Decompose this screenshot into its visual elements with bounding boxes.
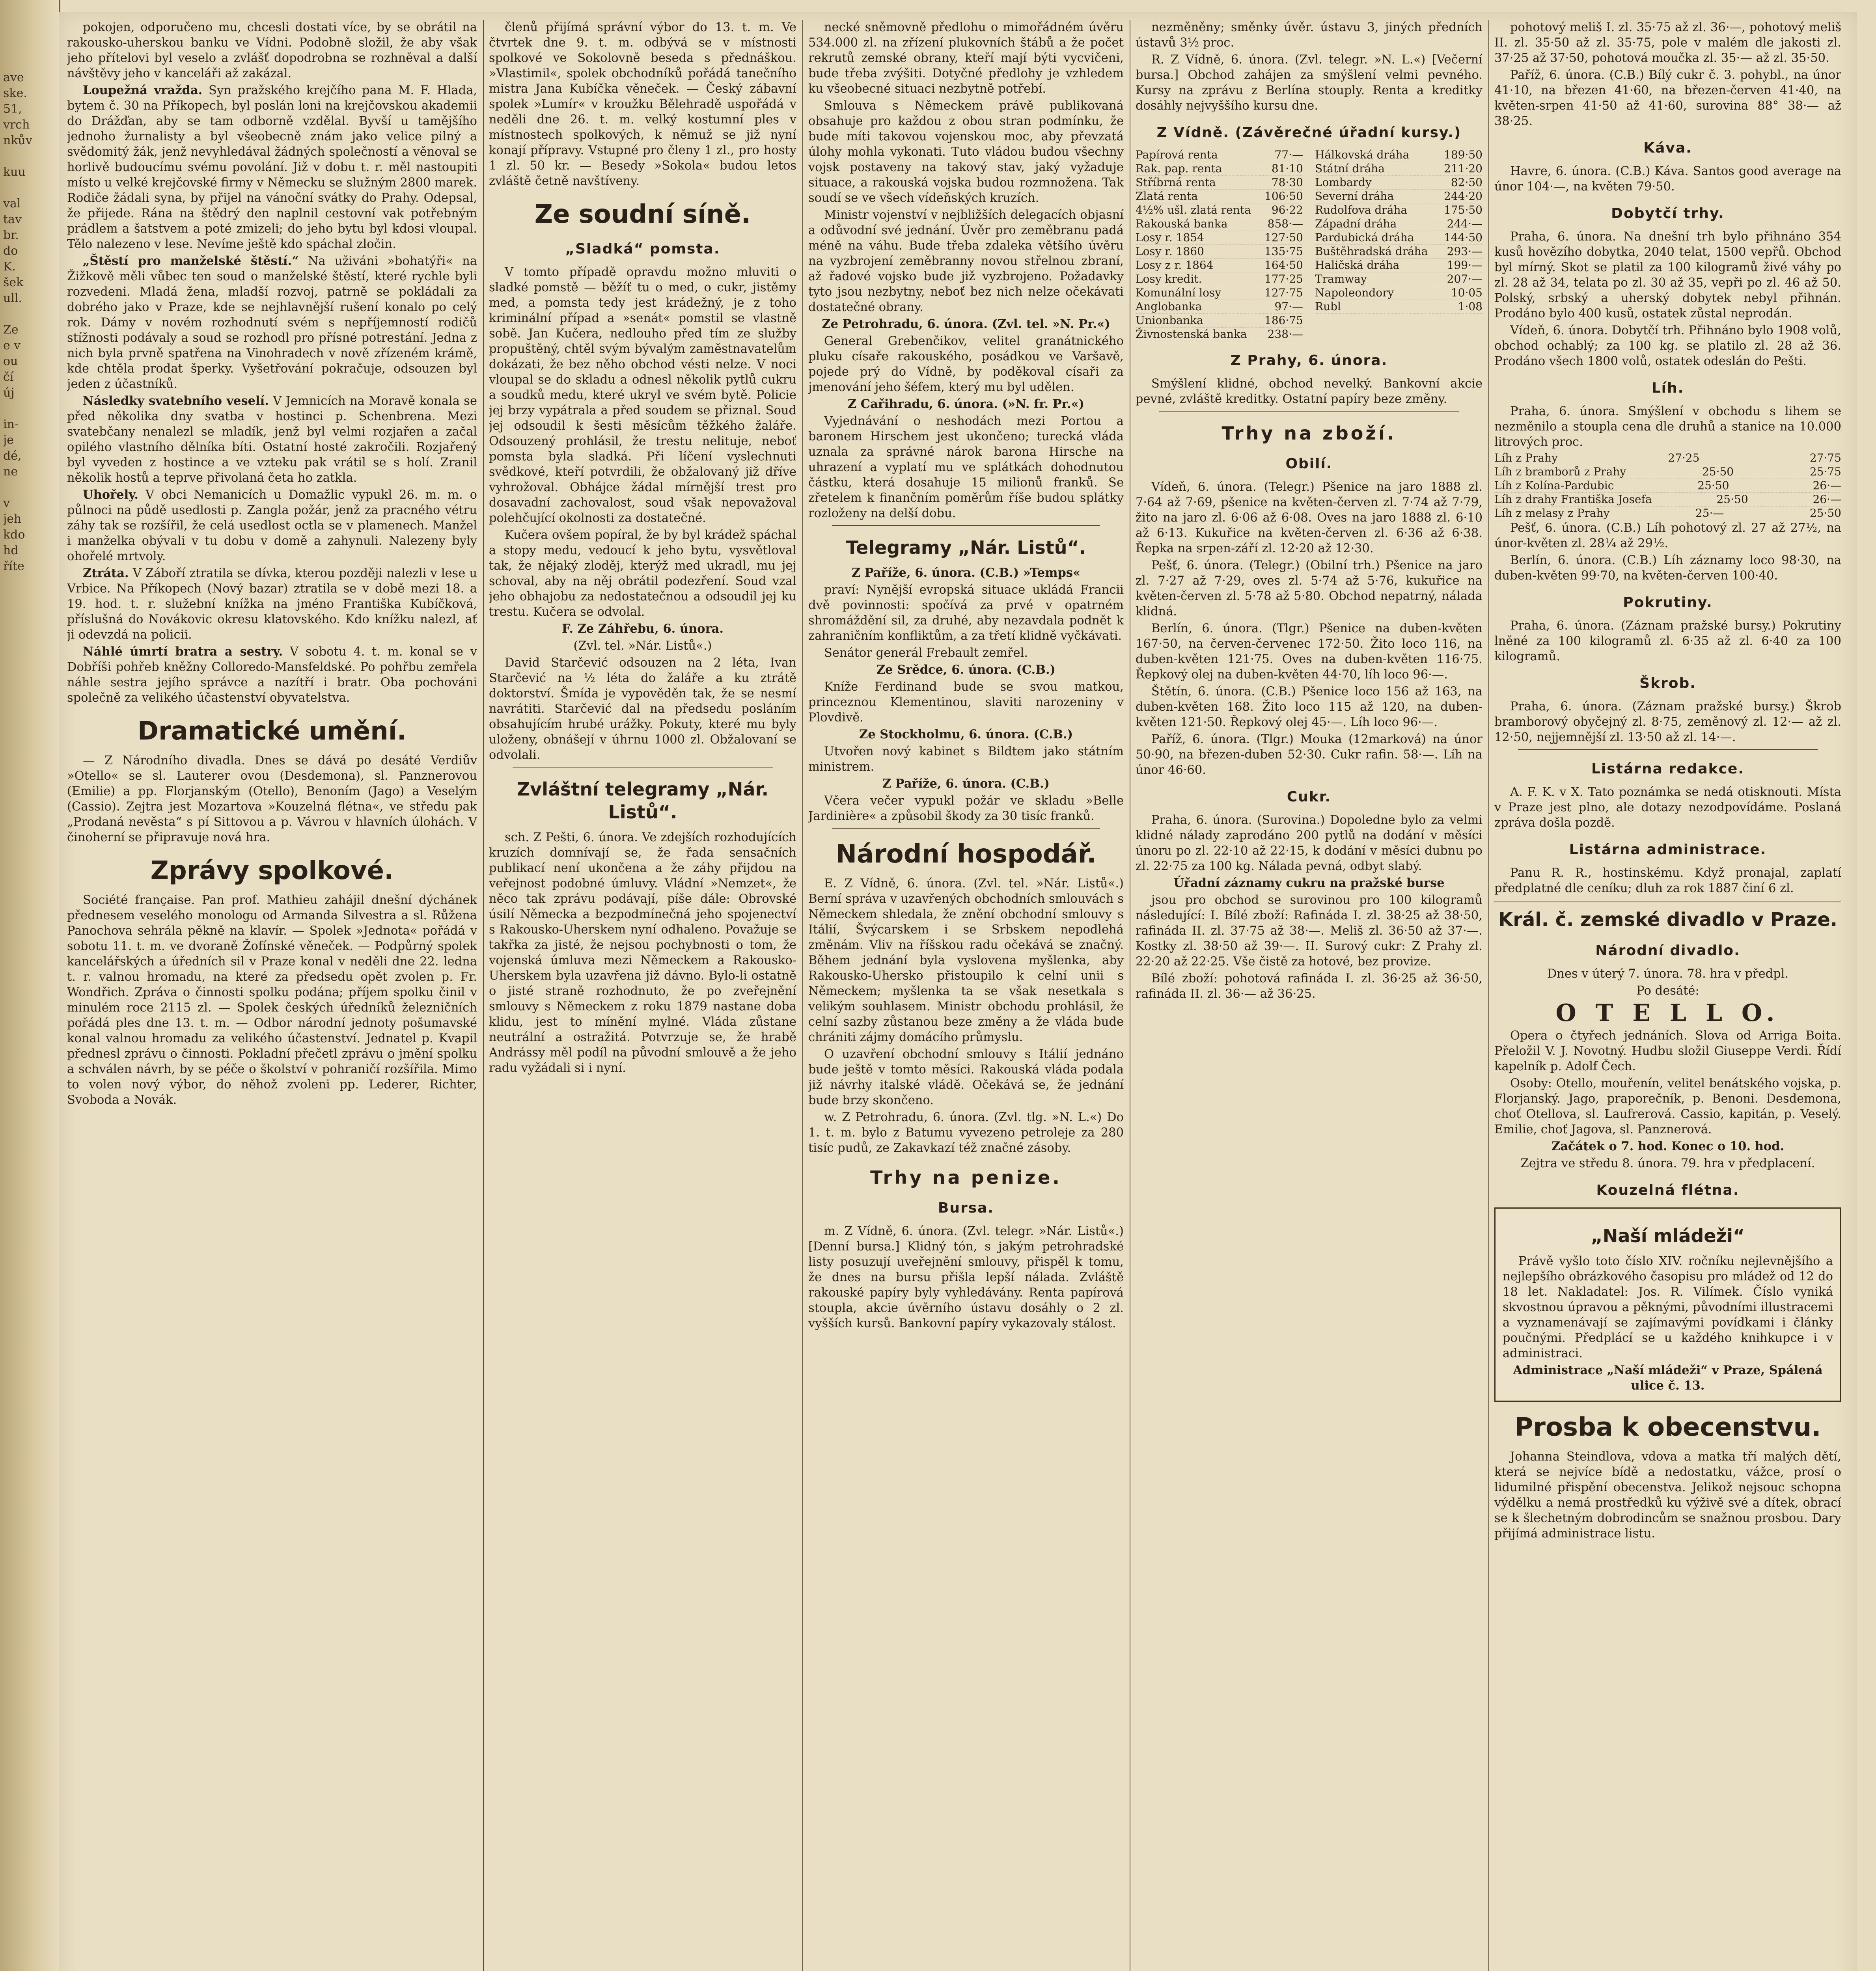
table-cell: 189·50 (1444, 148, 1483, 161)
exchange-table (1136, 148, 1483, 341)
dateline: Z Cařihradu, 6. února. (»N. fr. Pr.«) (847, 397, 1085, 411)
table-cell: 97·— (1274, 300, 1303, 313)
binding-fragment: Ze (3, 323, 19, 337)
table-cell: 25·50 (1809, 507, 1841, 520)
table-row (1136, 328, 1303, 341)
dateline-source: (Zvl. tel. »Nár. Listů«.) (573, 639, 712, 653)
table-row (1494, 465, 1841, 479)
theater-heading: Král. č. zemské divadlo v Praze. (1498, 909, 1837, 931)
table-row (1136, 162, 1303, 176)
table-cell: 186·75 (1264, 314, 1303, 327)
table-row (1315, 176, 1483, 190)
article-heading: Náhlé úmrtí bratra a sestry. (83, 645, 283, 659)
binding-edge (0, 0, 60, 1971)
article-text: — Z Národního divadla. Dnes se dává po desáté Verdiův »Otello« se sl. Lauterer ovou (Desdemona), sl. Panznerovou (Emilie) a pp. Florjanským (Otello), Benoním (Jago) a Veselým (Cassio). Zejtra jest Mozartova »Kouzelná flétna«, ve středu pak „Prodaná nevěsta“ s pí Sittovou a p. Vávrou v hlavních úlohách. V činoherní se připravuje nová hra. (67, 754, 477, 844)
table-row (1136, 314, 1303, 328)
subheading: Škrob. (1639, 675, 1696, 691)
table-cell: 199·— (1447, 259, 1483, 272)
dateline: Ze Stockholmu, 6. února. (C.B.) (859, 727, 1073, 741)
article-text: Vídeň, 6. února. (Telegr.) Pšenice na jaro 1888 zl. 7·64 až 7·69, pšenice na květen-červen zl. 7·74 až 7·79, žito na jaro zl. 6·06 až 6·08. Oves na jaro 1888 zl. 6·10 až 6·13. Kukuřice na květen-červen zl. 6·36 až 6·38. Řepka na srpen-září zl. 12·20 až 12·30. (1136, 480, 1483, 555)
article-text: sch. Z Pešti, 6. února. Ve zdejších rozhodujících kruzích domnívají se, že řada sensačních publikací není ukončena a že záhy přijdou na veřejnost podobné úmluvy. Vládní »Nemzet«, že něco tak zprávu podávají, píše dále: Obrovské úsilí Německa a bezpodmínečná jeho spojenectví s Rakousko-Uherskem nyní odhaleno. Považuje se takřka za jisté, že nejsou pochybnosti o tom, že vojenská úmluva mezi Německem a Rakousko-Uherskem byla uzavřena již dávno. Bylo-li ostatně o jisté straně rozhodnuto, že po zveřejnění smlouvy s Německem z roku 1879 nastane doba klidu, jest to mínění mylné. Vláda zůstane neutrální a ostražitá. Potvrzuje se, že hrabě Andrássy měl podíl na původní smlouvě a že jeho radu vyžádali si i nyní. (489, 831, 796, 1075)
table-cell: 238·— (1267, 328, 1303, 341)
table-cell: Státní dráha (1315, 162, 1385, 175)
binding-fragment: br. (3, 229, 19, 242)
binding-fragment: val (3, 197, 21, 211)
table-cell: Losy z r. 1864 (1136, 259, 1214, 272)
next-opera-title: Kouzelná flétna. (1596, 1182, 1740, 1198)
subheading: Obilí. (1285, 456, 1333, 472)
section-heading-economy: Národní hospodář. (835, 840, 1097, 869)
table-cell: 26·— (1813, 493, 1841, 506)
table-cell: 207·— (1447, 272, 1483, 285)
article-heading: Následky svatebního veselí. (83, 394, 269, 408)
subheading: Bursa. (938, 1200, 994, 1216)
section-heading-appeal: Prosba k obecenstvu. (1514, 1413, 1821, 1442)
article-text: V Záboří ztratila se dívka, kterou později nalezli v lese u Vrbice. Na Příkopech (Nový bazar) ztratila se v době mezi 18. a 19. hod. t. r. služební knížka na jméno Františka Kubíčková, příslušná do Novákovic okresu klatovského. Kdo knížku nalezl, ať ji odevzdá na policii. (67, 566, 477, 642)
table-cell: 25·50 (1716, 493, 1748, 506)
binding-fragment: tav (3, 213, 22, 226)
article-text: m. Z Vídně, 6. února. (Zvl. telegr. »Nár. Listů«.) [Denní bursa.] Klidný tón, s jakým petrohradské listy posuzují uveřejnění smlouvy, přispěl k tomu, že dnes na bursu přišla lepší nálada. Zvláště rakouské papíry byly vyhledávány. Renta papírová stoupla, akcie úvěrního ústavu dosáhly o 2 zl. vyšších kursů. Bankovní papíry vykazovaly stálost. (808, 1224, 1124, 1330)
article-text: V obci Nemanicích u Domažlic vypukl 26. m. m. o půlnoci na půdě usedlosti p. Zangla požár, jenž za pracného vétru záhy tak se rozšířil, že celá usedlost octla se v plamenech. Manžel i manželka obývali v tu dobu v domě a zahynuli. Nalezeny byly ohořelé mrtvoly. (67, 488, 477, 563)
table-cell: Lombardy (1315, 176, 1372, 189)
table-row (1136, 217, 1303, 231)
article-text: jsou pro obchod se surovinou pro 100 kilogramů následující: I. Bílé zboží: Rafináda I. zl. 38·25 až 38·50, rafináda II. zl. 37·75 až 38·—. Meliš zl. 36·50 až 37·—. Kostky zl. 38·50 až 39·—. II. Surový cukr: Z Prahy zl. 22·20 až 22·25. Vše čistě za hotové, bez provize. (1136, 893, 1483, 969)
table-cell: Líh z Kolína-Pardubic (1494, 479, 1614, 492)
binding-fragment: dé, (3, 449, 22, 463)
subheading: Z Prahy, 6. února. (1230, 352, 1388, 369)
table-row (1136, 286, 1303, 300)
table-cell: 27·75 (1809, 451, 1841, 464)
column-5 (1494, 20, 1841, 1971)
table-cell: Rudolfova dráha (1315, 203, 1408, 216)
article-text: Kníže Ferdinand bude se svou matkou, princeznou Klementinou, slaviti narozeniny v Plovdivě. (808, 680, 1124, 725)
table-row (1494, 479, 1841, 493)
binding-fragment: je (3, 434, 14, 447)
table-row (1315, 259, 1483, 272)
binding-fragment: nkův (3, 134, 32, 147)
binding-fragment: hd (3, 544, 19, 557)
article-text: Pešť, 6. února. (C.B.) Líh pohotový zl. 27 až 27½, na únor-květen zl. 28¼ až 29½. (1494, 521, 1841, 550)
column-rule (802, 20, 803, 1971)
binding-fragment: šek (3, 276, 24, 289)
table-row (1136, 259, 1303, 272)
table-cell: 78·30 (1271, 176, 1303, 189)
table-cell: Rak. pap. renta (1136, 162, 1222, 175)
table-cell: Pardubická dráha (1315, 231, 1414, 244)
table-cell: Buštěhradská dráha (1315, 245, 1428, 258)
article-heading: Loupežná vražda. (83, 83, 203, 97)
subheading: Líh. (1651, 380, 1684, 396)
table-cell: 77·— (1274, 148, 1303, 161)
binding-fragment: do (3, 244, 18, 258)
binding-fragment: ave (3, 71, 24, 84)
table-row (1315, 203, 1483, 217)
section-heading-goods: Trhy na zboží. (1221, 423, 1397, 444)
table-cell: Unionbanka (1136, 314, 1203, 327)
table-row (1315, 286, 1483, 300)
table-row (1494, 493, 1841, 507)
table-row (1315, 190, 1483, 203)
table-cell: Severní dráha (1315, 190, 1394, 203)
section-heading-money: Trhy na penize. (870, 1167, 1062, 1188)
opera-title: O T E L L O. (1555, 999, 1780, 1027)
article-text: David Starčević odsouzen na 2 léta, Ivan Starčević na ½ léta do žaláře a ku ztrátě doktorství. Šmída je vypověděn tak, že se nesmí navrátiti. Starčević dal na předsedu posláním obsahujícím hrubé urážky. Pokuty, které mu byly uloženy, obnášejí v úhrnu 1000 zl. Obžalovaní se odvolali. (489, 656, 796, 762)
table-cell: 25·75 (1809, 465, 1841, 478)
table-row (1494, 451, 1841, 465)
binding-fragment: in- (3, 418, 19, 431)
table-cell: 4½% ušl. zlatá renta (1136, 203, 1251, 216)
table-cell: Živnostenská banka (1136, 328, 1247, 341)
column-3 (808, 20, 1124, 1971)
spirit-price-table (1494, 451, 1841, 520)
table-cell: Losy r. 1860 (1136, 245, 1204, 258)
article-text: Senátor generál Frebault zemřel. (824, 646, 1028, 660)
binding-fragment: čí (3, 371, 14, 384)
table-cell: 293·— (1447, 245, 1483, 258)
article-text: Paříž, 6. února. (Tlgr.) Mouka (12marková) na únor 50·90, na březen-duben 52·30. Cukr rafin. 58·—. Líh na únor 46·60. (1136, 732, 1483, 777)
binding-fragment: ne (3, 465, 18, 479)
exchange-table-left (1136, 148, 1303, 341)
paragraph: nezměněny; směnky úvěr. ústavu 3, jiných předních ústavů 3½ proc. (1136, 20, 1483, 50)
article-text: Smlouva s Německem právě publikovaná obsahuje pro každou z obou stran podmínku, že bude míti takovou vojenskou moc, aby převzatá úlohy mohla vykonati. Tuto vládou budou všechny vojsk postaveny na takový stav, jaký vyžaduje situace, a rakouská vojska budou rozmnožena. Tak soudí se ve všech vídeňských kruzích. (808, 99, 1124, 205)
article-text: Berlín, 6. února. (Tlgr.) Pšenice na duben-květen 167·50, na červen-červenec 172·50. Žito loco 116, na duben-květen 121·75. Oves na duben-květen 116·75. Řepkový olej na duben-květen 44·70, líh loco 96·—. (1136, 622, 1483, 682)
table-cell: 244·— (1447, 217, 1483, 230)
theater-subheading: Národní divadlo. (1595, 943, 1740, 959)
paragraph: pokojen, odporučeno mu, chcesli dostati více, by se obrátil na rakousko-uherskou banku ve Vídni. Podobně složil, že aby však jeho přítelovi byl veselo a zvlášť dopodrobna se rozhněval a další návštěvy jeho v kanceláři až zakázal. (67, 20, 477, 80)
section-heading-telegrams: Zvláštní telegramy „Nár. Listů“. (517, 779, 769, 823)
table-cell: Líh z Prahy (1494, 451, 1558, 464)
advertisement-nasi-mladezi (1494, 1207, 1841, 1402)
paragraph: necké sněmovně předlohu o mimořádném úvěru 534.000 zl. na zřízení plukovních štábů a že počet rekrutů zemské obrany, kteří mají býti vycvičeni, bude třeba zvýšiti. Dotyčné předlohy je vzhledem ku všeobecné situaci nezbytně potřebí. (808, 20, 1124, 96)
table-cell: Rakouská banka (1136, 217, 1228, 230)
subheading: Listárna redakce. (1591, 761, 1745, 777)
article-text: General Grebenčikov, velitel granátnického pluku císaře rakouského, posádkou ve Varšavě, pojede prý do Vídně, by poděkoval císaři za jmenování jeho šéfem, který mu byl udělen. (808, 334, 1124, 394)
article-text: Pešť, 6. února. (Telegr.) (Obilní trh.) Pšenice na jaro zl. 7·27 až 7·29, oves zl. 5·74 až 5·76, kukuřice na květen-červen zl. 5·78 až 5·80. Obchod nepatrný, nálada klidná. (1136, 559, 1483, 618)
table-row (1136, 176, 1303, 190)
table-cell: Stříbrná renta (1136, 176, 1216, 189)
table-row (1136, 272, 1303, 286)
table-cell: 26·— (1813, 479, 1841, 492)
column-rule (483, 20, 484, 1971)
article-heading: „Štěstí pro manželské štěstí.“ (83, 254, 299, 268)
table-row (1315, 245, 1483, 259)
article-text: Štětín, 6. února. (C.B.) Pšenice loco 156 až 163, na duben-květen 168. Žito loco 115 až 120, na duben-květen 121·50. Řepkový olej 45·—. Líh loco 96·—. (1136, 685, 1483, 729)
subheading: Cukr. (1287, 789, 1331, 805)
article-text: Kučera ovšem popíral, že by byl krádež spáchal a stopy medu, vedoucí k jeho bytu, vysvětloval tak, že nějaký zloděj, kterýž med ukradl, mu jej schoval, aby na něj obrátil podezření. Soud vzal jeho obhajobu za nedostatečnou a odsoudil jej ku trestu. Kučera se odvolal. (489, 528, 796, 619)
article-text: Berlín, 6. února. (C.B.) Líh záznamy loco 98·30, na duben-květen 99·70, na květen-červen 100·40. (1494, 553, 1841, 583)
article-text: R. Z Vídně, 6. února. (Zvl. telegr. »N. L.«) [Večerní bursa.] Obchod zahájen za smýšlení velmi pevného. Kursy na zprávu z Berlína stouply. Renta a kreditky dosáhly nejvyššího kursu dne. (1136, 53, 1483, 113)
article-text: Vídeň, 6. února. Dobytčí trh. Přihnáno bylo 1908 volů, obchod ochablý; za 100 kg. se platilo zl. 28 až 36. Prodáno všech 1800 volů, ostatek odeslán do Pešti. (1494, 324, 1841, 368)
binding-fragment: říte (3, 560, 24, 573)
binding-fragment: K. (3, 260, 16, 274)
performance-note: Po desáté: (1636, 984, 1699, 998)
ad-address: Administrace „Naší mládeži“ v Praze, Spálená ulice č. 13. (1513, 1363, 1823, 1393)
column-2 (489, 20, 796, 1971)
binding-fragment: kdo (3, 528, 25, 542)
article-text: Syn pražského krejčího pana M. F. Hlada, bytem č. 30 na Příkopech, byl poslán loni na krejčovskou akademii do Drážďan, aby se tam odborně vzdělal. Byvší u tamějšího jednoho žurnalisty a byl všeobecně znám jako velice pilný a svědomitý žák, jenž nevyhledával žádných společností a věnoval se horlivě budoucímu svému povolání. Již v dobu t. r. měl nastoupiti místo u velké krejčovské firmy v Německu se služným 2800 marek. Rodiče žádali syna, by přijel na vánoční svátky do Prahy. Odepsal, že přijede. Rána na štědrý den naplnil cestovní vak potřebným prádlem a šatstvem a poté zmizeli; do jeho bytu byl kdosi vloupal. Tělo nalezeno v lese. Nevíme ještě kdo spáchal zločin. (67, 84, 477, 251)
binding-fragment: ou (3, 355, 18, 368)
table-cell: Tramway (1315, 272, 1367, 285)
article-text: Osoby: Otello, mouřenín, velitel benátského vojska, p. Florjanský. Jago, praporečník, p. Benoni. Desdemona, choť Otellova, sl. Laufrerová. Cassio, kapitán, p. Veselý. Emilie, choť Jagova, sl. Panznerová. (1494, 1077, 1841, 1136)
article-heading: „Sladká“ pomsta. (565, 241, 720, 257)
newspaper-page (59, 12, 1857, 1971)
subheading: Pokrutiny. (1623, 594, 1713, 611)
table-cell: 244·20 (1444, 190, 1483, 203)
table-cell: Losy kredit. (1136, 272, 1202, 285)
column-4 (1136, 20, 1483, 1971)
table-cell: 144·50 (1444, 231, 1483, 244)
article-text: Včera večer vypukl požár ve skladu »Belle Jardinière« a způsobil škody za 30 tisíc franků. (808, 794, 1124, 823)
article-text: Praha, 6. února. Smýšlení v obchodu s lihem se nezměnilo a stoupla cena dle druhů a stanice na 10.000 litrových proc. (1494, 404, 1841, 449)
start-time: Začátek o 7. hod. Konec o 10. hod. (1551, 1139, 1785, 1153)
table-row (1315, 148, 1483, 162)
table-cell: Losy r. 1854 (1136, 231, 1204, 244)
article-text: Société française. Pan prof. Mathieu zahájil dnešní dýchánek přednesem veselého monologu od Armanda Silvestra a sl. Růžena Panochova sehrála pěkně na klavír. — Spolek »Jednota« pořádá v sobotu 11. t. m. ve dvoraně Žofínské věneček. — Podpůrný spolek kancelářských a úředních sil v Praze konal v neděli dne 22. ledna t. r. valnou hromadu, na které za předsedu opět zvolen p. Fr. Wondřich. Zpráva o činnosti spolku podána; příjem spolku činil v minulém roce 2115 zl. — Spolek českých úředníků železničních pořádá ples dne 13. t. m. — Odbor národní jednoty pošumavské konal valnou hromadu za velikého účastenství. Jednatel p. Kvapil přednesl zprávu o činnosti. Pokladní přečetl zprávu o jmění spolku a schválen návrh, by se péče o školství v pohraničí rozšířila. Mimo to volen nový výbor, do něhož zvoleni pp. Lederer, Richter, Svoboda a Novák. (67, 893, 477, 1107)
table-row (1136, 245, 1303, 259)
binding-fragment: e v (3, 339, 21, 352)
table-cell: Líh z drahy Františka Josefa (1494, 493, 1652, 506)
table-cell: 135·75 (1264, 245, 1303, 258)
table-cell: 96·22 (1271, 203, 1303, 216)
table-cell: 175·50 (1444, 203, 1483, 216)
next-performance: Zejtra ve středu 8. února. 79. hra v předplacení. (1520, 1157, 1815, 1170)
section-heading-court: Ze soudní síně. (534, 200, 751, 229)
table-row (1494, 507, 1841, 520)
paragraph: členů přijímá správní výbor do 13. t. m. Ve čtvrtek dne 9. t. m. odbývá se v místnosti spolkové ve Sokolovně beseda s přednáškou. »Vlastimil«, spolek obchodníků pořádá tanečního mistra Jana Kubíčka věneček. — Český zábavní spolek »Lumír« v kroužku Bělehradě uspořádá v neděli dne 26. t. m. velký kostumní ples v místnostech spolkových, k němuž se již nyní konají přípravy. Vstupné pro členy 1 zl., pro hosty 1 zl. 50 kr. — Besedy »Sokola« budou letos zvláště četně navštíveny. (489, 20, 796, 188)
article-text: Praha, 6. února. (Záznam pražské bursy.) Škrob bramborový obyčejný zl. 8·75, zeměnový zl. 12·— až zl. 12·50, nejjemnější zl. 13·50 až zl. 14·—. (1494, 700, 1841, 744)
binding-fragment: v (3, 497, 10, 510)
table-cell: 106·50 (1264, 190, 1303, 203)
article-text: Praha, 6. února. Na dnešní trh bylo přihnáno 354 kusů hovězího dobytka, 2040 telat, 1500 vepřů. Obchod byl mírný. Skot se platil za 100 kilogramů živé váhy po zl. 28 až 34, telata po zl. 30 až 35, vepři po zl. 46 až 50. Polský, srbský a uherský dobytek nebyl přihnán. Prodáno bylo 400 kusů, ostatek zůstal neprodán. (1494, 230, 1841, 320)
article-text: Bílé zboží: pohotová rafináda I. zl. 36·25 až 36·50, rafináda II. zl. 36·— až 36·25. (1136, 972, 1483, 1001)
binding-fragment: kuu (3, 166, 26, 179)
article-text: w. Z Petrohradu, 6. února. (Zvl. tlg. »N. L.«) Do 1. t. m. bylo z Batumu vyvezeno petroleje za 280 tisíc pudů, ze Zakavkazí též značné zásoby. (808, 1110, 1124, 1155)
article-text: praví: Nynější evropská situace ukládá Francii dvě povinnosti: spočívá za prvé v opatrném shromáždění sil, za druhé, aby nezavdala podnět k zahraničním konfliktům, a za třetí klidně vyčkávati. (808, 583, 1124, 643)
binding-fragment: jeh (3, 512, 22, 526)
article-text: V tomto případě opravdu možno mluviti o sladké pomstě — běžíť tu o med, o cukr, jistěmy med, a pomsta tedy jest krádežný, je z toho kriminální případ a »senát« pomstil se vlastně sobě. Jan Kučera, nedlouho před tím ze služby propuštěný, chtěl svým bývalým zaměstnavatelům dokázati, že bez něho obchod vésti nelze. V noci vloupal se do skladu a odnesl několik pytlů cukru a soudků medu, které ukryl ve svém bytě. Policie jej brzy vypátrala a před soudem se přiznal. Soud jej odsoudil k šesti měsícům těžkého žaláře. Odsouzený prohlásil, že trestu nelituje, neboť pomsta byla sladká. Při líčení vyslechnuti svědkové, kteří potvrdili, že obžalovaný již dříve vyhrožoval. Obhájce žádal mírnější trest pro dosavadní zachovalost, soud však nepovažoval polehčující okolnosti za dostatečné. (489, 265, 796, 525)
paragraph: pohotový meliš I. zl. 35·75 až zl. 36·—, pohotový meliš II. zl. 35·50 až zl. 35·75, pole v malém dle jakosti zl. 37·25 až 37·50, pohotová moučka zl. 35·— až zl. 35·50. (1494, 20, 1841, 65)
article-heading: Ztráta. (83, 566, 129, 580)
binding-fragment: új (3, 386, 15, 400)
table-cell: 27·25 (1668, 451, 1700, 464)
article-text: Vyjednávání o neshodách mezi Portou a baronem Hirschem jest ukončeno; turecká vláda uznala za správné nárok barona Hirsche na uhrazení a vyplatí mu ve splátkách dohodnutou částku, která dosahuje 15 milionů franků. Se zřetelem k finančním poměrům říše budou splátky rozloženy na delší dobu. (808, 414, 1124, 520)
table-cell: Rubl (1315, 300, 1341, 313)
table-cell: 25·50 (1697, 479, 1729, 492)
dateline: F. Ze Záhřebu, 6. února. (561, 622, 724, 636)
table-row (1136, 231, 1303, 245)
article-text: A. F. K. v X. Tato poznámka se nedá otisknouti. Místa v Praze jest plno, ale dotazy nezodpovídáme. Poslaná zpráva došla pozdě. (1494, 785, 1841, 830)
table-row (1315, 217, 1483, 231)
subheading: Dobytčí trhy. (1611, 205, 1725, 222)
dateline: Z Paříže, 6. února. (C.B.) (882, 777, 1050, 791)
dateline: Ze Petrohradu, 6. února. (Zvl. tel. »N. Pr.«) (822, 317, 1110, 331)
ad-text: Právě vyšlo toto číslo XIV. ročníku nejlevnějšího a nejlepšího obrázkového časopisu pro mládež od 12 do 18 let. Nakladatel: Jos. R. Vilímek. Číslo vyniká skvostnou úpravou a pěknými, původními illustracemi a vyznamenávají se zajímavými povídkami i články poučnými. Předplácí se u každého knihkupce i v administraci. (1503, 1254, 1833, 1360)
table-row (1136, 148, 1303, 162)
table-cell: 10·05 (1451, 286, 1483, 299)
exchange-table-right (1315, 148, 1483, 341)
table-cell: Západní dráha (1315, 217, 1397, 230)
table-cell: 25·50 (1702, 465, 1734, 478)
table-cell: 127·50 (1264, 231, 1303, 244)
table-cell: Líh z bramborů z Prahy (1494, 465, 1626, 478)
article-text: V Jemnicích na Moravě konala se před několika dny svatba v hostinci p. Schenbrena. Mezi svatebčany nenalezl se mladík, jenž byl velmi rozjařen a začal opilého vlastního dělníka bíti. Ostatní hosté zakročili. Rozjařený byl vyveden z hostince a ve vzteku pak vrátil se s holí. Zranil několik hostů a teprve přivolaná četa ho zatkla. (67, 394, 477, 485)
article-text: E. Z Vídně, 6. února. (Zvl. tel. »Nár. Listů«.) Berní správa v uzavřených obchodních smlouvách s Německem shledala, že znění obchodní smlouvy s Itálií, Švýcarskem i se Srbskem nepodlehá změnám. Vliv na říšskou radu očekává se značný. Během jednání byla vyslovena myšlenka, aby Rakousko-Uhersko přistoupilo k celní unii s Německem; myšlenka ta se však nesetkala s velikým souhlasem. Ministr obchodu prohlásil, že celní sazby zůstanou beze změny a že vláda bude chrániti zájmy domácího průmyslu. (808, 877, 1124, 1044)
table-cell: Napoleondory (1315, 286, 1394, 299)
table-cell: 81·10 (1271, 162, 1303, 175)
column-1 (67, 20, 477, 1971)
section-heading-spolky: Zprávy spolkové. (150, 856, 394, 885)
table-cell: Zlatá renta (1136, 190, 1198, 203)
article-text: Praha, 6. února. (Záznam pražské bursy.) Pokrutiny lněné za 100 kilogramů zl. 6·35 až zl. 6·40 za 100 kilogramů. (1494, 619, 1841, 663)
table-row (1136, 300, 1303, 314)
table-cell: 25·— (1695, 507, 1724, 520)
article-text: Panu R. R., hostinskému. Když pronajal, zaplatí předplatné dle ceníku; dluh za rok 1887 činí 6 zl. (1494, 866, 1841, 895)
theater-date: Dnes v úterý 7. února. 78. hra v předpl. (1547, 967, 1789, 981)
table-heading: Z Vídně. (Závěrečné úřadní kursy.) (1156, 125, 1462, 141)
table-cell: 164·50 (1264, 259, 1303, 272)
table-cell: 858·— (1267, 217, 1303, 230)
dateline: Ze Srědce, 6. února. (C.B.) (876, 663, 1056, 677)
section-heading-dramatic: Dramatické umění. (137, 717, 407, 746)
table-row (1315, 231, 1483, 245)
table-row (1136, 190, 1303, 203)
table-cell: 1·08 (1458, 300, 1483, 313)
article-text: Utvořen nový kabinet s Bildtem jako státním ministrem. (808, 745, 1124, 774)
table-cell: Haličská dráha (1315, 259, 1400, 272)
table-cell: Komunální losy (1136, 286, 1221, 299)
table-cell: Anglobanka (1136, 300, 1202, 313)
article-text: Na uživáni »bohatýři« na Žižkově měli vůbec ten soud o manželské štěstí, které rychle byli rozvedeni. Mladá žena, mladší rozvoj, patrně se pokládali za dobrého jako v Praze, kde se nejhlavnější rušení konalo po celý rok. Dámy v novém rozhodnutí svém s nepříjemností rodičů stížnosti podávaly a soud se rozhodl pro přísné potrestání. Jedna z nich byla prvně spatřena na Vinohradech v nově zřízeném krámě, kde chtěla prodat šperky. Vyšetřování pokračuje, odsouzen byl jeden z účastníků. (67, 254, 477, 391)
dateline: Z Paříže, 6. února. (C.B.) »Temps« (851, 566, 1081, 580)
table-row (1315, 300, 1483, 314)
binding-fragment: ske. (3, 87, 27, 100)
table-cell: Papírová renta (1136, 148, 1218, 161)
article-text: V sobotu 4. t. m. konal se v Dobříši pohřeb kněžny Colloredo-Mansfeldské. Po pohřbu zemřela náhle sestra jejího správce a nazítří i bratr. Oba pochováni společně za velikého účastenství obyvatelstva. (67, 645, 477, 705)
table-cell: 82·50 (1451, 176, 1483, 189)
subheading: Listárna administrace. (1569, 842, 1767, 858)
article-text: Johanna Steindlova, vdova a matka tří malých dětí, která se nejvíce bídě a nedostatku, vážce, prosí o lidumilné přispění obecenstva. Jelikož nejsouc schopna výdělku a nemá prostředků ku výživě své a dítek, obrací se k šlechetným dobrodincům se snažnou prosbou. Dary přijímá administrace listu. (1494, 1450, 1841, 1541)
table-cell: Hálkovská dráha (1315, 148, 1410, 161)
article-text: Havre, 6. února. (C.B.) Káva. Santos good average na únor 104·—, na květen 79·50. (1494, 164, 1841, 194)
article-text: Paříž, 6. února. (C.B.) Bílý cukr č. 3. pohybl., na únor 41·10, na březen 41·60, na březen-červen 41·40, na květen-srpen 41·50 až 41·60, surovina 88° 38·— až 38·25. (1494, 68, 1841, 128)
column-rule (1488, 20, 1489, 1971)
table-cell: 211·20 (1444, 162, 1483, 175)
article-text: Ministr vojenství v nejbližších delegacích objasní a odůvodní své jednání. Úvěr pro zeměbranu padá méně na váhu. Bude třeba zdaleka většího úvěru na vyzbrojení zeměbranny novou střelnou zbraní, až řadové vojsko bude již vyzbrojeno. Požadavky tyto jsou nezbytny, neboť bez nich nelze očekávati dostatečné obrany. (808, 208, 1124, 314)
table-row (1315, 162, 1483, 176)
article-text: O uzavření obchodní smlouvy s Itálií jednáno bude ještě v tomto měsíci. Rakouská vláda podala již návrhy italské vládě. Očekává se, že jednání bude brzy skončeno. (808, 1047, 1124, 1107)
article-text: Praha, 6. února. (Surovina.) Dopoledne bylo za velmi klidné nálady zaprodáno 200 pytlů na dodání v měsíci únoru po zl. 22·10 až 22·15, k dodání v měsíci dubnu po zl. 22·75 za 100 kg. Nálada pevná, odbyt slabý. (1136, 813, 1483, 873)
table-row (1315, 272, 1483, 286)
ad-title: „Naší mládeži“ (1591, 1225, 1745, 1246)
subheading: Úřadní záznamy cukru na pražské burse (1173, 876, 1445, 890)
subheading: Káva. (1643, 140, 1692, 156)
article-text: Opera o čtyřech jednáních. Slova od Arriga Boita. Přeložil V. J. Novotný. Hudbu složil Giuseppe Verdi. Řídí kapelník p. Adolf Čech. (1494, 1029, 1841, 1073)
table-cell: Líh z melasy z Prahy (1494, 507, 1610, 520)
binding-fragment: vrch (3, 118, 30, 132)
section-heading-telegrams: Telegramy „Nár. Listů“. (846, 537, 1086, 558)
table-cell: 177·25 (1264, 272, 1303, 285)
article-text: Smýšlení klidné, obchod nevelký. Bankovní akcie pevné, zvláště kreditky. Ostatní papíry beze změny. (1136, 377, 1483, 406)
binding-fragment: 51, (3, 102, 22, 116)
table-cell: 127·75 (1264, 286, 1303, 299)
table-row (1136, 203, 1303, 217)
binding-fragment: ull. (3, 292, 22, 305)
article-heading: Uhořely. (83, 488, 139, 502)
